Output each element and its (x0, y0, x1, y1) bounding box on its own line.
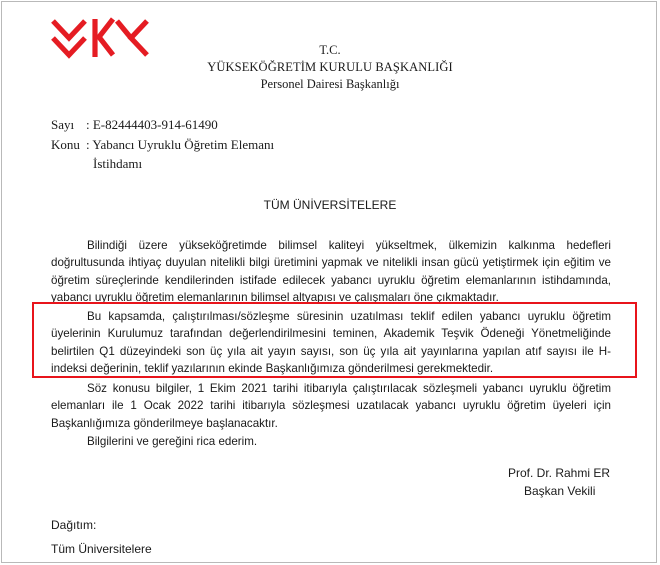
konu-value-line2: İstihdamı (93, 156, 143, 171)
paragraph-3: Söz konusu bilgiler, 1 Ekim 2021 tarihi itibarıyla çalıştırılacak sözleşmeli yabancı uyruklu öğretim elemanları ile 1 Ocak 2022 tarihi itibarıyla sözleşmesi uzatılacak yabancı uyruklu öğretim üyeleri için Başkanlığımıza gönderilmeye başlanacaktır. (51, 382, 611, 430)
header-tc: T.C. (319, 43, 341, 57)
signatory-name: Prof. Dr. Rahmi ER (508, 466, 611, 480)
sayi-label: Sayı (51, 117, 75, 132)
addressee: TÜM ÜNİVERSİTELERE (263, 198, 397, 212)
header-institution: YÜKSEKÖĞRETİM KURULU BAŞKANLIĞI (207, 60, 453, 74)
paragraph-4: Bilgilerini ve gereğini rica ederim. (87, 435, 258, 448)
yok-logo (51, 17, 151, 59)
konu-label: Konu (51, 137, 80, 152)
sayi-value: : E-82444403-914-61490 (86, 117, 218, 132)
konu-value-line1: : Yabancı Uyruklu Öğretim Elemanı (86, 137, 275, 152)
header-department: Personel Dairesi Başkanlığı (260, 77, 400, 91)
paragraph-1: Bilindiği üzere yükseköğretimde bilimsel kaliteyi yükseltmek, ülkemizin kalkınma hedefleri doğrultusunda ihtiyaç duyulan nitelikli bilgi üretimini yapmak ve nitelikli insan gücü yetiştirmek için eğitim ve öğretim süreçlerinde kendilerinden istifade edilecek yabancı uyruklu öğretim elemanlarının istihdamında, yabancı uyruklu öğretim elemanlarının bilimsel altyapısı ve çalışmaları öne çıkmaktadır. (51, 239, 611, 305)
distribution-recipient: Tüm Üniversitelere (51, 542, 152, 556)
signatory-title: Başkan Vekili (524, 484, 596, 498)
distribution-label: Dağıtım: (51, 518, 97, 532)
paragraph-2: Bu kapsamda, çalıştırılması/sözleşme süresinin uzatılması teklif edilen yabancı uyruklu öğretim üyelerinin Kurulumuz tarafından değerlendirilmesini teminen, Akademik Teşvik Ödeneği Yönetmeliğinde belirtilen Q1 düzeyindeki son üç yıla ait yayın sayısı, son üç yıla ait yayınlarına yapılan atıf sayısı ile H-indeksi değerinin, teklif yazılarının ekinde Başkanlığımıza gönderilmesi gerekmektedir. (51, 310, 611, 376)
